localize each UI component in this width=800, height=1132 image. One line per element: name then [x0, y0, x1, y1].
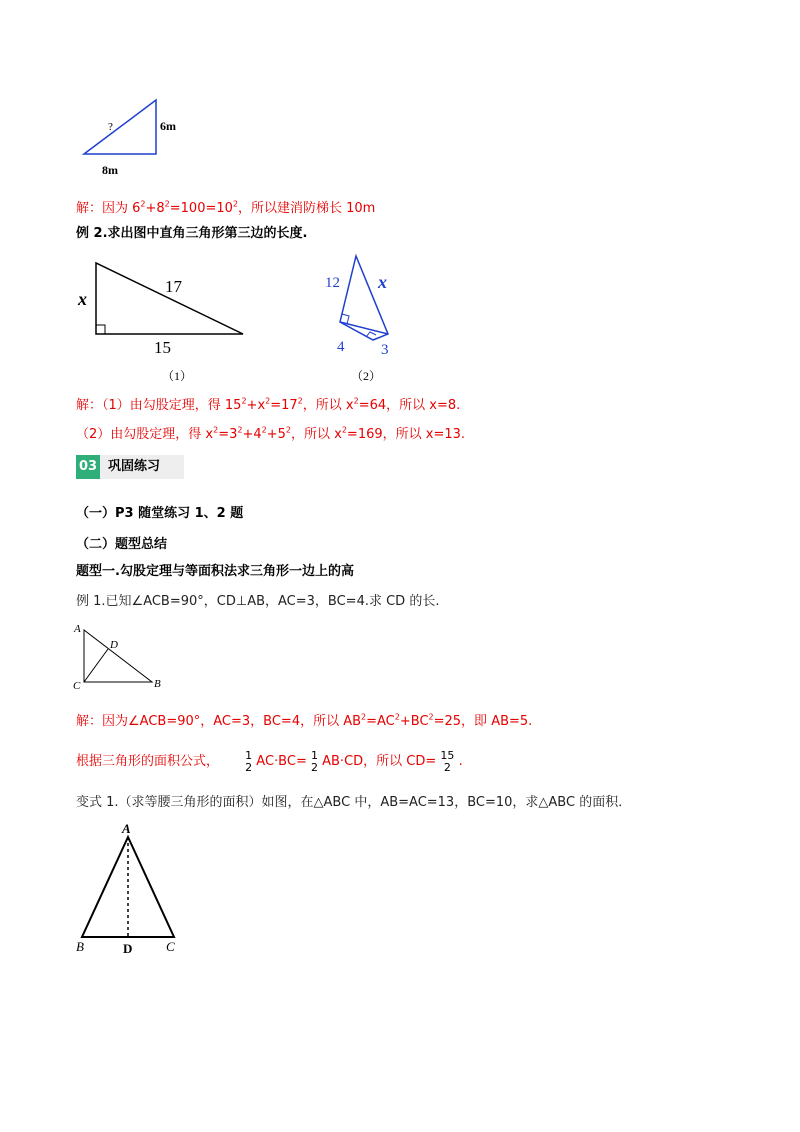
solution-3-line-1: 解：因为∠ACB=90°，AC=3，BC=4，所以 $AB^2=AC^2+BC^2=25$，即 AB=5. [76, 712, 533, 729]
section-number: 03 [76, 455, 100, 479]
point-d: D [110, 639, 118, 651]
fraction-2: 1 2 [310, 748, 318, 774]
label-12: 12 [325, 275, 340, 291]
part-1: （一）P3 随堂练习 1、2 题 [76, 506, 244, 521]
caption-1: （1） [162, 369, 193, 383]
fraction-3: 15 2 [440, 748, 455, 774]
example-2-title: 例 2.求出图中直角三角形第三边的长度. [76, 226, 308, 241]
hyp-17-label: 17 [165, 277, 182, 296]
variant-1: 变式 1.（求等腰三角形的面积）如图，在△ABC 中，AB=AC=13，BC=10，求△ABC 的面积． [76, 795, 632, 810]
point-a: A [74, 623, 81, 635]
point-b: B [154, 678, 161, 690]
ladder-triangle-figure [70, 90, 200, 180]
side-label: 6m [160, 119, 176, 133]
foot-d: D [123, 941, 133, 956]
section-label: 巩固练习 [100, 455, 184, 479]
hyp-label: ? [108, 121, 113, 133]
base-15-label: 15 [154, 338, 171, 357]
vertex-b: B [76, 939, 84, 954]
label-x: x [378, 272, 387, 292]
section-header [76, 455, 184, 479]
triangle-acb-figure [70, 618, 180, 693]
type-1-title: 题型一.勾股定理与等面积法求三角形一边上的高 [76, 564, 354, 579]
point-c: C [73, 680, 81, 692]
label-3: 3 [381, 342, 389, 358]
fraction-1: 1 2 [245, 748, 253, 774]
label-4: 4 [337, 339, 345, 355]
right-triangle-figure-2 [315, 250, 405, 385]
solution-1: 解：因为 $6^2+8^2=100=10^2$，所以建消防梯长 10m [76, 199, 376, 216]
vertex-c: C [166, 939, 175, 954]
solution-2-line-2: （2）由勾股定理，得 $x^2=3^2+4^2+5^2$，所以 $x^2=169$，所以 x=13. [76, 425, 466, 442]
part-2: （二）题型总结 [76, 537, 168, 552]
isosceles-triangle-figure [70, 820, 190, 960]
x-label: x [78, 289, 87, 309]
right-triangle-figure-1 [70, 255, 260, 385]
caption-2: （2） [351, 369, 382, 383]
base-label: 8m [102, 163, 118, 177]
example-1: 例 1.已知∠ACB=90°，CD⊥AB，AC=3，BC=4.求 CD 的长. [76, 594, 440, 609]
solution-3-line-2: 根据三角形的面积公式， 1 2 AC·BC= 1 2 AB·CD，所以 CD= 15 2 . [76, 748, 463, 774]
solution-2-line-1: 解：（1）由勾股定理，得 $15^2+x^2=17^2$，所以 $x^2=64$，所以 x=8. [76, 396, 461, 413]
vertex-a: A [122, 821, 131, 836]
